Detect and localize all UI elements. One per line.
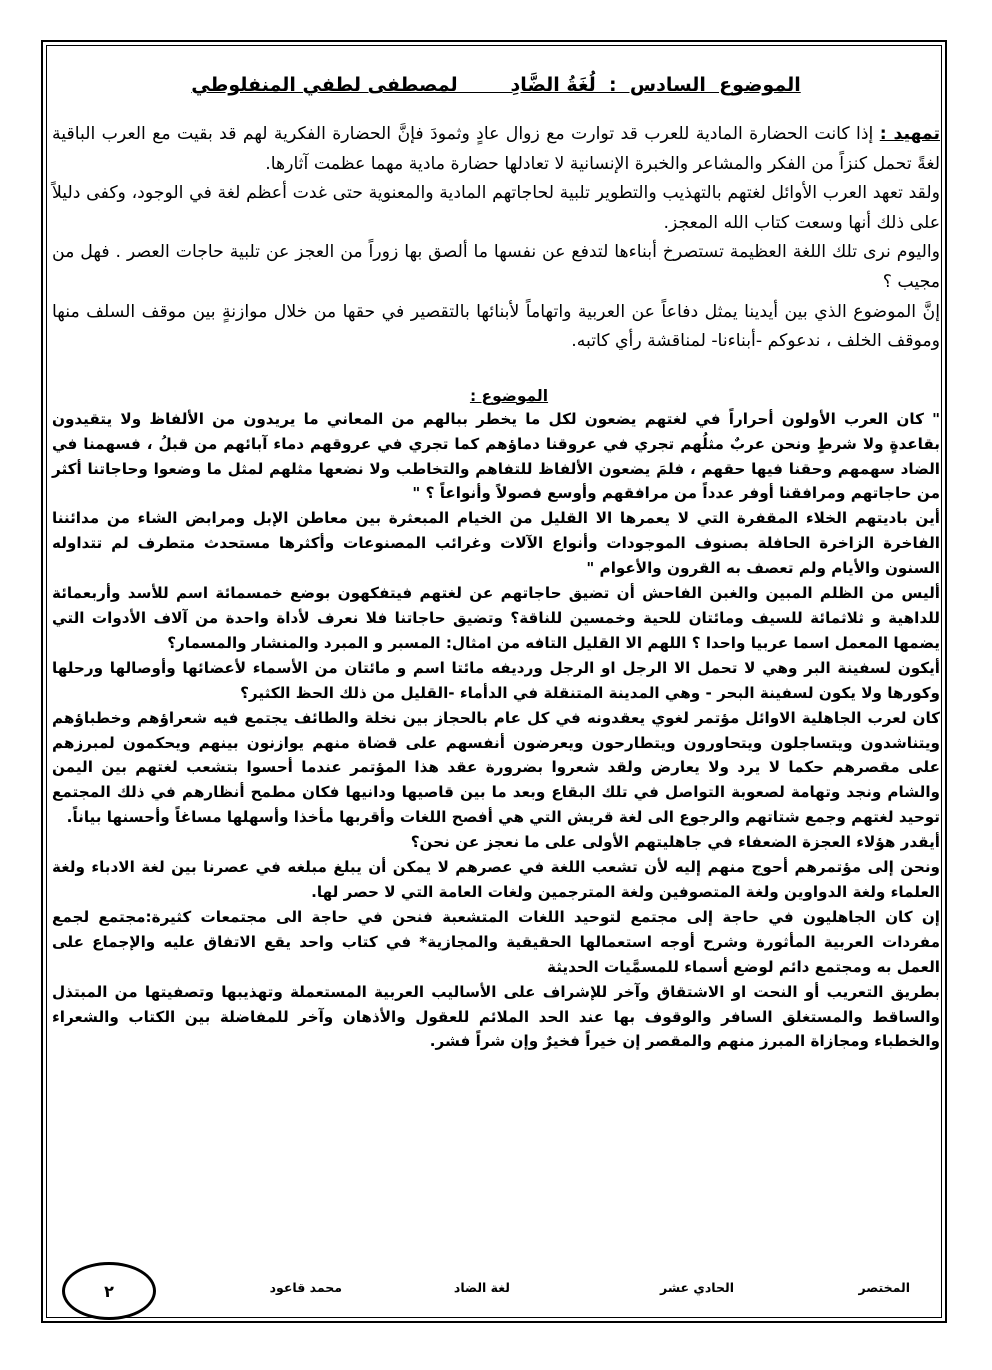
intro-text-1: إذا كانت الحضارة المادية للعرب قد توارت مع زوال عادٍ وثمودَ فإنَّ الحضارة الفكرية لهم قد بقيت مع العرب الباقية لغةً تحمل كنزاً من الفكر والمشاعر والخبرة الإنسانية لا تعادلها حضارة مادية مهما عظمت آثارها. [52,124,940,174]
subject-paragraph: أيكون لسفينة البر وهي لا تحمل الا الرجل او الرجل ورديفه مائتا اسم و مائتان من الأسماء لأعضائها وأوصالها ورحلها وكورها ولا يكون لسفينة البحر - وهي المدينة المتنقلة في الدأماء -القليل من ذلك الحظ الكثير؟ [52,658,940,702]
subject-paragraph: بطريق التعريب أو النحت او الاشتقاق وآخر للإشراف على الأساليب العربية المستعملة وتهذيبها وتصفيتها من المبتذل والساقط والمستغلق السافر والوقوف بها عند الحد الملائم للعقول والأذهان وآخر للمفاضلة بين الكتاب والشعراء والخطباء ومجازاة المبرز منهم والمقصر إن خيراً فخيرٌ وإن شراً فشر. [52,982,940,1051]
subject-paragraph: كان لعرب الجاهلية الاوائل مؤتمر لغوي يعقدونه في كل عام بالحجاز بين نخلة والطائف يجتمع فيه شعراؤهم وخطباؤهم ويتناشدون ويتساجلون ويتحاورون ويتطارحون ويعرضون أنفسهم على قضاة منهم يوازنون بينهم ويحكمون لمبرزهم على مقصرهم حكما لا يرد ولا يعارض ولقد شعروا بضرورة عقد هذا المؤتمر عندما أحسوا بتشعب لغتهم بين اليمن والشام ونجد وتهامة لصعوبة التواصل في تلك البقاع وبعد ما بين قاصيها ودانيها فكان مطمح أنظارهم في ذلك المجتمع توحيد لغتهم وجمع شتاتهم والرجوع الى لغة قريش التي هي أفصح اللغات وأقربها مأخذا وأسهلها مساغاً وأحسنها بياناً. [52,708,940,827]
intro-paragraph-4: إنَّ الموضوع الذي بين أيدينا يمثل دفاعاً عن العربية واتهاماً لأبنائها بالتقصير في حقها من خلال موازنةٍ بين موقف السلف منها وموقف الخلف ، ندعوكم -أبناءنا- لمناقشة رأي كاتبه. [52,301,940,352]
subject-paragraph: أليس من الظلم المبين والغبن الفاحش أن تضيق حاجاتهم عن لغتهم فيتفكهون بوضع خمسمائة اسم للأسد وأربعمائة للداهية و ثلاثمائة للسيف ومائتان للحية وخمسين للناقة؟ وتضيق حاجاتنا فلا نعرف لأداة واحدة من آلاف الأدوات التي يضمها المعمل اسما عربيا واحدا ؟ اللهم الا القليل التافه من امثال: المسبر و المبرد والمنشار والمسمار؟ [52,584,940,652]
page-number [62,1262,156,1320]
footer-topic: لغة الضاد [453,1280,510,1295]
page-title: الموضوع السادس : لُغَةُ الضَّادِ لمصطفى لطفي المنفلوطي [191,74,801,96]
intro-section [52,120,940,357]
subject-paragraph: أيقدر هؤلاء العجزة الضعفاء في جاهليتهم الأولى على ما نعجز عن نحن؟ [410,833,940,852]
subject-paragraph: إن كان الجاهليون في حاجة إلى مجتمع لتوحيد اللغات المتشعبة فنحن في حاجة الى مجتمعات كثيرة:مجتمع لجمع مفردات العربية المأثورة وشرح أوجه استعمالها الحقيقية والمجازية* في كتاب واحد يقع الاتفاق عليه والإجماع على العمل به ومجتمع دائم لوضع أسماء للمسمَّيات الحديثة [52,907,940,976]
page-number-value: ٢ [104,1281,114,1301]
subject-body [52,407,940,1055]
footer-book-name: المختصر [858,1280,910,1295]
document-page [52,60,940,1054]
subject-heading: الموضوع : [469,386,549,405]
footer-author: محمد قاعود [269,1280,342,1295]
intro-paragraph-3: واليوم نرى تلك اللغة العظيمة تستصرخ أبناءها لتدفع عن نفسها ما ألصق بها زوراً من العجز عن تلبية حاجات العصر . فهل من مجيب ؟ [52,242,940,292]
intro-paragraph-2: ولقد تعهد العرب الأوائل لغتهم بالتهذيب والتطوير تلبية لحاجاتهم المادية والمعنوية حتى غدت أعظم لغة في الوجود، وكفى دليلاً على ذلك أنها وسعت كتاب الله المعجز. [52,183,940,233]
subject-paragraph: ونحن إلى مؤتمرهم أحوج منهم إليه لأن تشعب اللغة في عصرهم لا يمكن أن يبلغ مبلغه في عصرنا بين لغة الادباء ولغة العلماء ولغة الدواوين ولغة المتصوفين ولغة المترجمين ولغات العامة التي لا حصر لها. [52,858,940,901]
footer-grade: الحادي عشر [660,1280,734,1295]
subject-paragraph: أين باديتهم الخلاء المقفرة التي لا يعمرها الا القليل من الخيام المبعثرة بين معاطن الإبل ومرابض الشاء من مدائننا الفاخرة الزاخرة الحافلة بصنوف الموجودات وأنواع الآلات وغرائب المصنوعات وأكثرها مستحدث متطرف لم تتداوله السنون والأيام ولم تعصف به القرون والأعوام " [52,509,940,578]
subject-paragraph: " كان العرب الأولون أحراراً في لغتهم يضعون لكل ما يخطر ببالهم من المعاني ما يريدون من الألفاظ ولا يتقيدون بقاعدةٍ ولا شرطٍ ونحن عربٌ مثلُهم تجري في عروقنا دماؤهم كما تجري في عروقهم دماء آبائهم من قبلُ ، فسهمنا في الضاد سهمهم وحقنا فيها حقهم ، فلمَ يضعون الألفاظ للتفاهم والتخاطب ولا نضعها مثلهم لمثل ما وضعوا وحاجاتنا أكثر من حاجاتهم ومرافقنا أوفر عدداً من مرافقهم وأوسع فصولاً وأنواعاً ؟ " [52,409,940,503]
intro-paragraph-1 [52,120,940,179]
intro-label: تمهيد : [879,124,941,144]
